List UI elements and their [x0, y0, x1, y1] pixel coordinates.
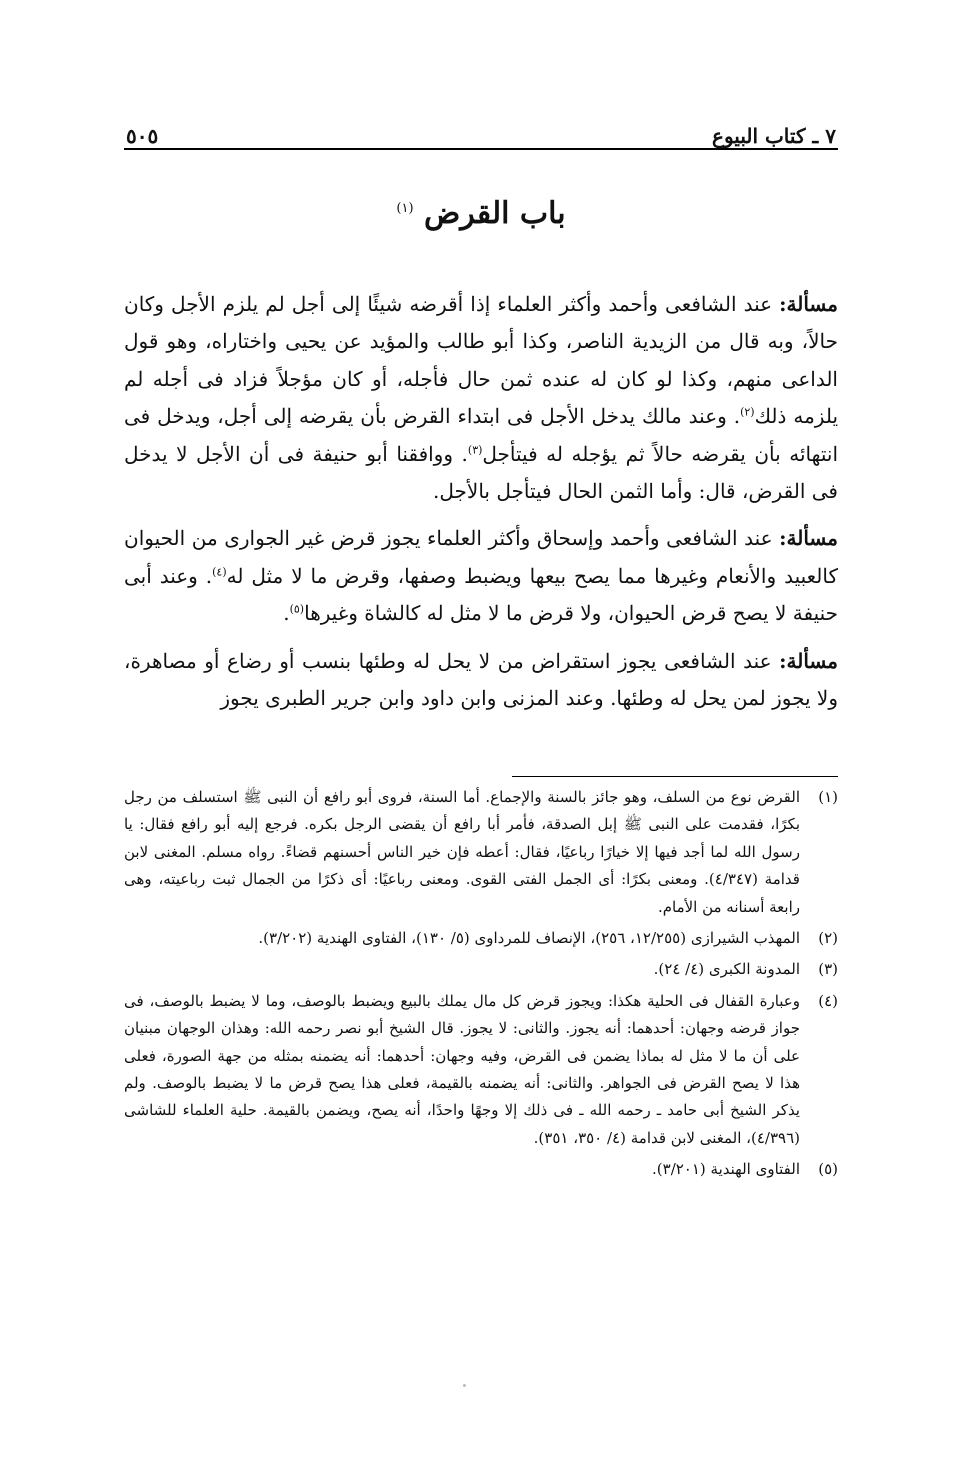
footnote-reference: (٢): [740, 405, 755, 419]
paragraph-text: عند الشافعى وأحمد وأكثر العلماء إذا أقرضه شيئًا إلى أجل لم يلزم الأجل وكان حالاً، وبه قال من الزيدية الناصر، وكذا أبو طالب والمؤيد عن يحيى واختاراه، وهو قول الداعى منهم، وكذا لو كان له عنده ثمن حال فأجله، أو كان مؤجلاً فزاد فى أجله لم يلزمه ذلك: [124, 292, 839, 429]
section-title-footnote-mark: (١): [396, 201, 414, 216]
issue-label: مسألة:: [779, 292, 838, 316]
footnote-number: (٤): [818, 991, 838, 1010]
paragraph: [124, 520, 838, 632]
footnote-rule: [512, 776, 838, 777]
paragraph-text: . وعند أبى حنيفة لا يصح قرض الحيوان، ولا قرض ما لا مثل له كالشاة وغيرها: [124, 563, 838, 626]
footnote-reference: (٣): [467, 442, 483, 456]
footnote-text: المدونة الكبرى (٤/ ٢٤).: [653, 960, 800, 979]
main-text: [124, 286, 838, 727]
scan-speck: [463, 1384, 466, 1387]
footnote-reference: (٤): [212, 565, 227, 579]
chapter-heading: ٧ ـ كتاب البيوع: [712, 124, 836, 148]
footnote-number: (٢): [818, 929, 838, 948]
paragraph: [124, 643, 838, 718]
footnote: [124, 1156, 838, 1183]
footnote-text: القرض نوع من السلف، وهو جائز بالسنة والإجماع. أما السنة، فروى أبو رافع أن النبى ﷺ استسلف من رجل بكرًا، فقدمت على النبى ﷺ إبل الصدقة، فأمر أبا رافع أن يقضى الرجل بكره. فرجع إليه أبو رافع فقال: يا رسول الله لما أجد فيها إلا خيارًا رباعيًا، فقال: أعطه فإن خير الناس أحسنهم قضاءً. رواه مسلم. المغنى لابن قدامة (٤/٣٤٧). ومعنى بكرًا: أى الجمل الفتى القوى. ومعنى رباعيًا: أى ذكرًا من الجمال ثبت رباعيته، وهى رابعة أسنانه من الأمام.: [124, 788, 800, 916]
section-title-text: باب القرض: [423, 196, 566, 231]
paragraph: [124, 286, 838, 510]
issue-label: مسألة:: [779, 526, 838, 551]
paragraph-text: .: [283, 601, 290, 626]
footnote-reference: (٥): [289, 602, 305, 616]
issue-label: مسألة:: [779, 648, 838, 673]
footnote-number: (٣): [818, 960, 838, 979]
footnote: [124, 925, 838, 952]
footnote-text: المهذب الشيرازى (١٢/٢٥٥، ٢٥٦)، الإنصاف للمرداوى (٥/ ١٣٠)، الفتاوى الهندية (٣/٢٠٢).: [258, 929, 800, 948]
footnote-text: وعبارة القفال فى الحلية هكذا: ويجوز قرض كل مال يملك بالبيع ويضبط بالوصف، وما لا يضبط بالوصف، فى جواز قرضه وجهان: أحدهما: أنه يجوز. والثانى: لا يجوز. قال الشيخ أبو نصر رحمه الله: وهذان الوجهان مبنيان على أن ما لا مثل له بماذا يضمن فى القرض، وفيه وجهان: أحدهما: أنه يضمنه بمثله من جهة الصورة، فعلى هذا لا يصح القرض فى الجواهر. والثانى: أنه يضمنه بالقيمة، فعلى هذا يصح قرض ما لا يضبط بالوصف. ولم يذكر الشيخ أبى حامد ـ رحمه الله ـ فى ذلك إلا وجهًا واحدًا، أنه يصح، ويضمن بالقيمة. حلية العلماء للشاشى (٤/٣٩٦)، المغنى لابن قدامة (٤/ ٣٥٠، ٣٥١).: [124, 991, 800, 1147]
running-header: [126, 108, 836, 148]
footnote-number: (١): [818, 788, 838, 806]
paragraph-text: . ووافقنا أبو حنيفة فى أن الأجل لا يدخل فى القرض، قال: وأما الثمن الحال فيتأجل بالأجل.: [124, 441, 838, 504]
header-rule: [124, 148, 838, 150]
page-number: ٥٠٥: [126, 124, 159, 148]
footnote-number: (٥): [818, 1160, 838, 1179]
section-title: [126, 196, 836, 231]
footnote-text: الفتاوى الهندية (٣/٢٠١).: [652, 1160, 800, 1179]
footnotes: [124, 784, 838, 1188]
paragraph-text: . وعند مالك يدخل الأجل فى ابتداء القرض بأن يقرضه إلى أجل، ويدخل فى انتهائه بأن يقرضه حالاً ثم يؤجله له فيتأجل: [124, 404, 838, 466]
footnote: [124, 988, 838, 1152]
footnote: [124, 956, 838, 983]
footnote: [124, 784, 838, 921]
paragraph-text: عند الشافعى يجوز استقراض من لا يحل له وطئها بنسب أو رضاع أو مصاهرة، ولا يجوز لمن يحل له وطئها. وعند المزنى وابن داود وابن جرير الطبرى يجوز: [124, 648, 838, 711]
paragraph-text: عند الشافعى وأحمد وإسحاق وأكثر العلماء يجوز قرض غير الجوارى من الحيوان كالعبيد والأنعام وغيرها مما يصح بيعها ويضبط وصفها، وقرض ما لا مثل له: [124, 526, 838, 588]
